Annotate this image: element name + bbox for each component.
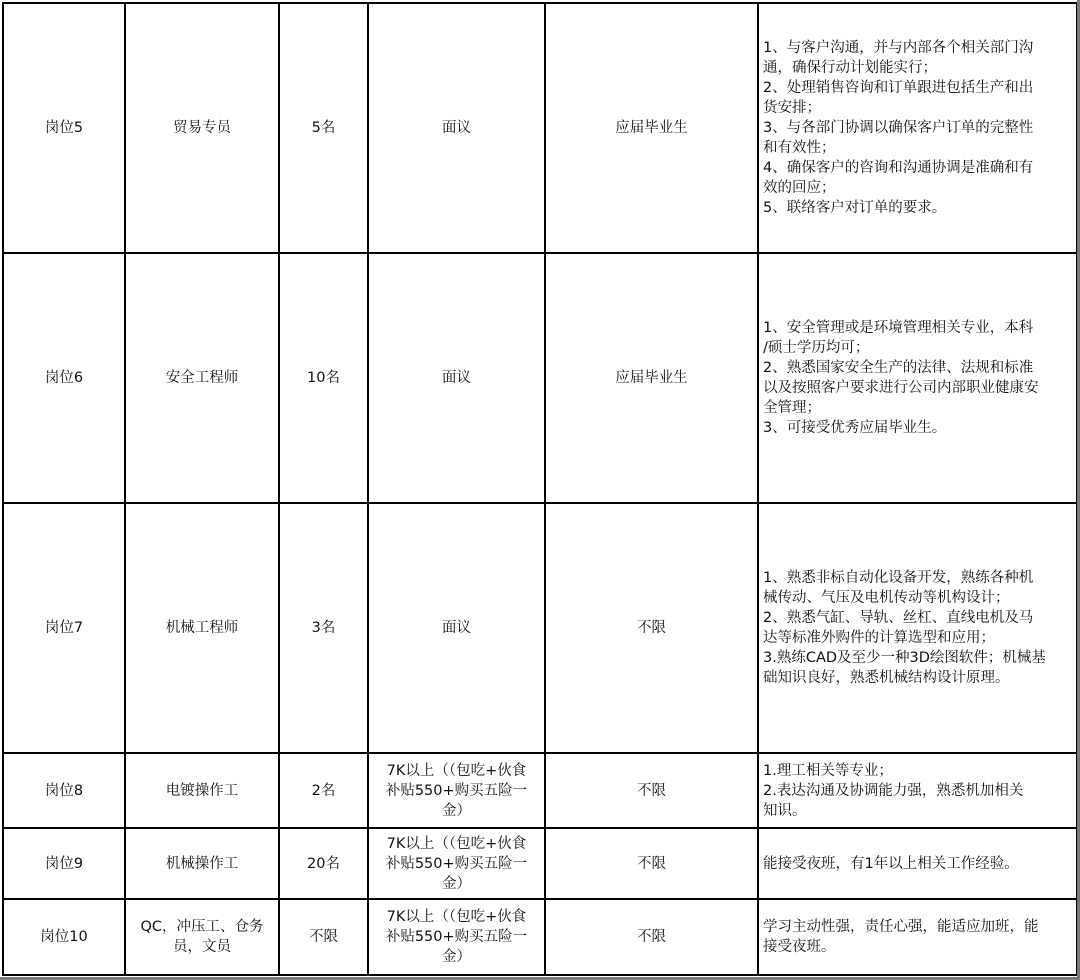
education-cell: 不限	[545, 899, 758, 975]
requirements-line: 能接受夜班，有1年以上相关工作经验。	[763, 855, 1019, 872]
salary-cell	[368, 828, 545, 899]
table-row	[3, 503, 1077, 753]
requirements-line: 通，确保行动计划能实行；	[763, 60, 937, 76]
requirements-line: 2、处理销售咨询和订单跟进包括生产和出	[763, 80, 1034, 96]
requirements-line: 5、联络客户对订单的要求。	[763, 200, 947, 216]
requirements-line: 达等标准外购件的计算选型和应用；	[763, 630, 995, 646]
count-cell: 20名	[279, 828, 368, 899]
title-cell: 贸易专员	[125, 3, 279, 253]
position-cell: 岗位9	[3, 828, 125, 899]
table-row	[3, 3, 1077, 253]
requirements-line: 1.理工相关等专业；	[763, 762, 893, 779]
position-cell: 岗位6	[3, 253, 125, 503]
requirements-line: 效的回应；	[763, 180, 836, 196]
requirements-cell	[758, 253, 1077, 503]
requirements-line: 全管理；	[763, 400, 821, 416]
salary-line: 7K以上（（包吃+伙食	[386, 835, 527, 852]
requirements-line: 和有效性；	[763, 140, 836, 156]
education-cell: 应届毕业生	[545, 253, 758, 503]
requirements-line: /硕士学历均可；	[763, 340, 870, 356]
position-cell: 岗位10	[3, 899, 125, 975]
table-row	[3, 753, 1077, 828]
title-cell: 安全工程师	[125, 253, 279, 503]
requirements-line: 3.熟练CAD及至少一种3D绘图软件；机械基	[763, 650, 1046, 666]
salary-cell: 面议	[368, 503, 545, 753]
requirements-line: 2、熟悉国家安全生产的法律、法规和标准	[763, 360, 1034, 376]
requirements-line: 1、与客户沟通，并与内部各个相关部门沟	[763, 40, 1034, 56]
salary-cell: 面议	[368, 253, 545, 503]
title-cell: 电镀操作工	[125, 753, 279, 828]
salary-line: 金）	[442, 949, 471, 965]
position-cell: 岗位5	[3, 3, 125, 253]
requirements-line: 知识。	[763, 802, 807, 819]
requirements-line: 1、熟悉非标自动化设备开发，熟练各种机	[763, 570, 1034, 586]
requirements-line: 4、确保客户的咨询和沟通协调是准确和有	[763, 160, 1034, 176]
title-cell	[125, 899, 279, 975]
count-cell: 5名	[279, 3, 368, 253]
table-row	[3, 828, 1077, 899]
requirements-cell	[758, 3, 1077, 253]
salary-cell	[368, 753, 545, 828]
title-cell: 机械操作工	[125, 828, 279, 899]
education-cell: 不限	[545, 503, 758, 753]
requirements-line: 3、与各部门协调以确保客户订单的完整性	[763, 120, 1034, 136]
requirements-cell	[758, 899, 1077, 975]
education-cell: 应届毕业生	[545, 3, 758, 253]
position-cell: 岗位7	[3, 503, 125, 753]
requirements-line: 接受夜班。	[763, 939, 836, 955]
table-row	[3, 899, 1077, 975]
position-cell: 岗位8	[3, 753, 125, 828]
salary-line: 金）	[442, 875, 471, 892]
requirements-cell	[758, 828, 1077, 899]
requirements-line: 货安排；	[763, 100, 821, 116]
title-line: QC，冲压工、仓务	[140, 919, 264, 935]
title-cell: 机械工程师	[125, 503, 279, 753]
salary-cell: 面议	[368, 3, 545, 253]
job-table	[2, 2, 1078, 976]
requirements-line: 础知识良好，熟悉机械结构设计原理。	[763, 670, 1010, 686]
requirements-line: 2.表达沟通及协调能力强，熟悉机加相关	[763, 782, 1024, 799]
salary-cell	[368, 899, 545, 975]
job-table-body	[3, 3, 1077, 975]
requirements-line: 械传动、气压及电机传动等机构设计；	[763, 590, 1010, 606]
salary-line: 补贴550+购买五险一	[385, 782, 528, 799]
salary-line: 补贴550+购买五险一	[385, 929, 528, 945]
count-cell: 2名	[279, 753, 368, 828]
requirements-line: 2、熟悉气缸、导轨、丝杠、直线电机及马	[763, 610, 1034, 626]
education-cell: 不限	[545, 753, 758, 828]
salary-line: 7K以上（（包吃+伙食	[386, 909, 527, 925]
salary-line: 7K以上（（包吃+伙食	[386, 762, 527, 779]
requirements-line: 以及按照客户要求进行公司内部职业健康安	[763, 380, 1039, 396]
requirements-line: 1、安全管理或是环境管理相关专业，本科	[763, 320, 1034, 336]
table-row	[3, 253, 1077, 503]
count-cell: 10名	[279, 253, 368, 503]
requirements-cell	[758, 753, 1077, 828]
salary-line: 金）	[442, 802, 471, 819]
count-cell: 不限	[279, 899, 368, 975]
education-cell: 不限	[545, 828, 758, 899]
count-cell: 3名	[279, 503, 368, 753]
requirements-line: 学习主动性强，责任心强，能适应加班，能	[763, 919, 1039, 935]
requirements-cell	[758, 503, 1077, 753]
salary-line: 补贴550+购买五险一	[385, 855, 528, 872]
title-line: 员，文员	[173, 939, 231, 955]
requirements-line: 3、可接受优秀应届毕业生。	[763, 420, 947, 436]
